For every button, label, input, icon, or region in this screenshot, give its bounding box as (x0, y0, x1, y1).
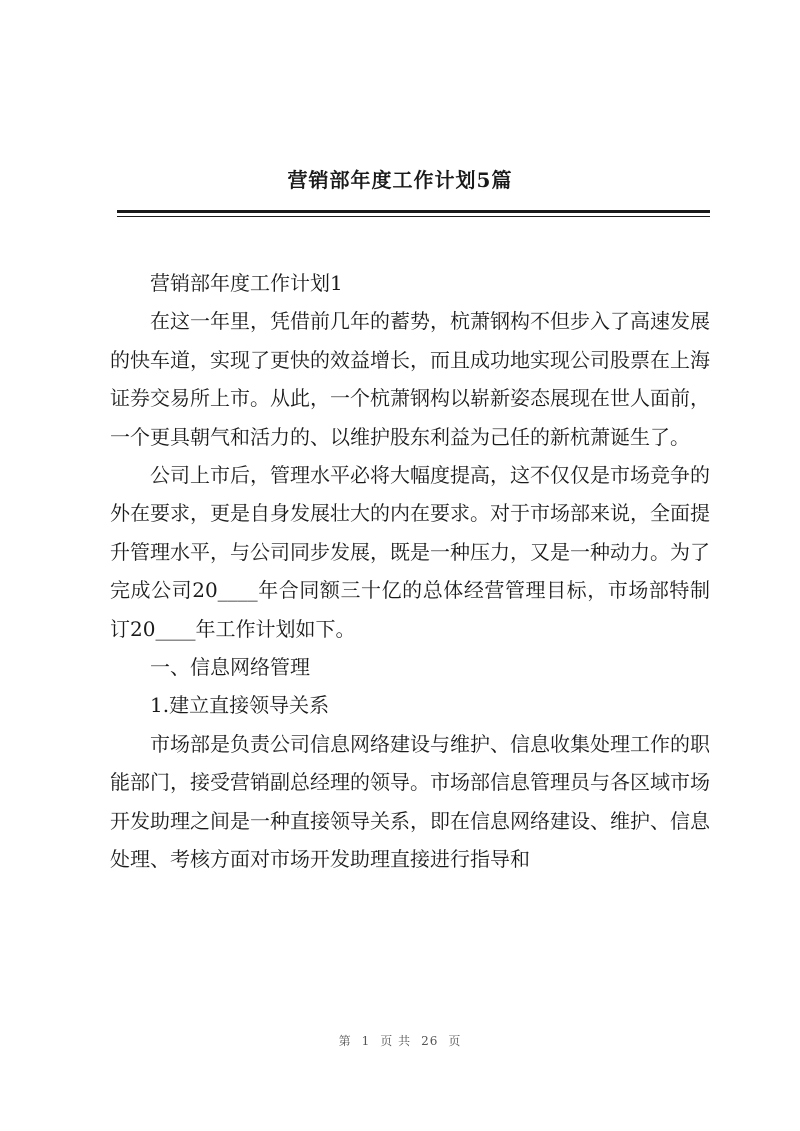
section-heading: 营销部年度工作计划1 (150, 271, 343, 295)
section-heading: 一、信息网络管理 (150, 655, 310, 680)
footer-label-of: 页 共 (380, 1034, 412, 1048)
page-footer (0, 1032, 800, 1049)
document-title: 营销部年度工作计划5篇 (287, 168, 513, 192)
footer-current-page: 1 (361, 1034, 371, 1048)
document-body (110, 264, 710, 879)
footer-label-pages: 页 (448, 1034, 462, 1048)
title-divider-thin (117, 216, 710, 217)
footer-label-page: 第 (338, 1034, 352, 1048)
title-divider-thick (117, 210, 710, 213)
paragraph: 在这一年里，凭借前几年的蓄势，杭萧钢构不但步入了高速发展的快车道，实现了更快的效益增长，而且成功地实现公司股票在上海证券交易所上市。从此，一个杭萧钢构以崭新姿态展现在世人面前，一个更具朝气和活力的、以维护股东利益为己任的新杭萧诞生了。 (110, 309, 710, 449)
subsection-heading: 1.建立直接领导关系 (150, 693, 330, 718)
paragraph: 公司上市后，管理水平必将大幅度提高，这不仅仅是市场竞争的外在要求，更是自身发展壮大的内在要求。对于市场部来说，全面提升管理水平，与公司同步发展，既是一种压力，又是一种动力。为了完成公司20____年合同额三十亿的总体经营管理目标，市场部特制订20____年工作计划如下。 (110, 463, 710, 641)
footer-total-pages: 26 (421, 1034, 439, 1048)
paragraph: 市场部是负责公司信息网络建设与维护、信息收集处理工作的职能部门，接受营销副总经理的领导。市场部信息管理员与各区域市场开发助理之间是一种直接领导关系，即在信息网络建设、维护、信息处理、考核方面对市场开发助理直接进行指导和 (110, 731, 710, 872)
